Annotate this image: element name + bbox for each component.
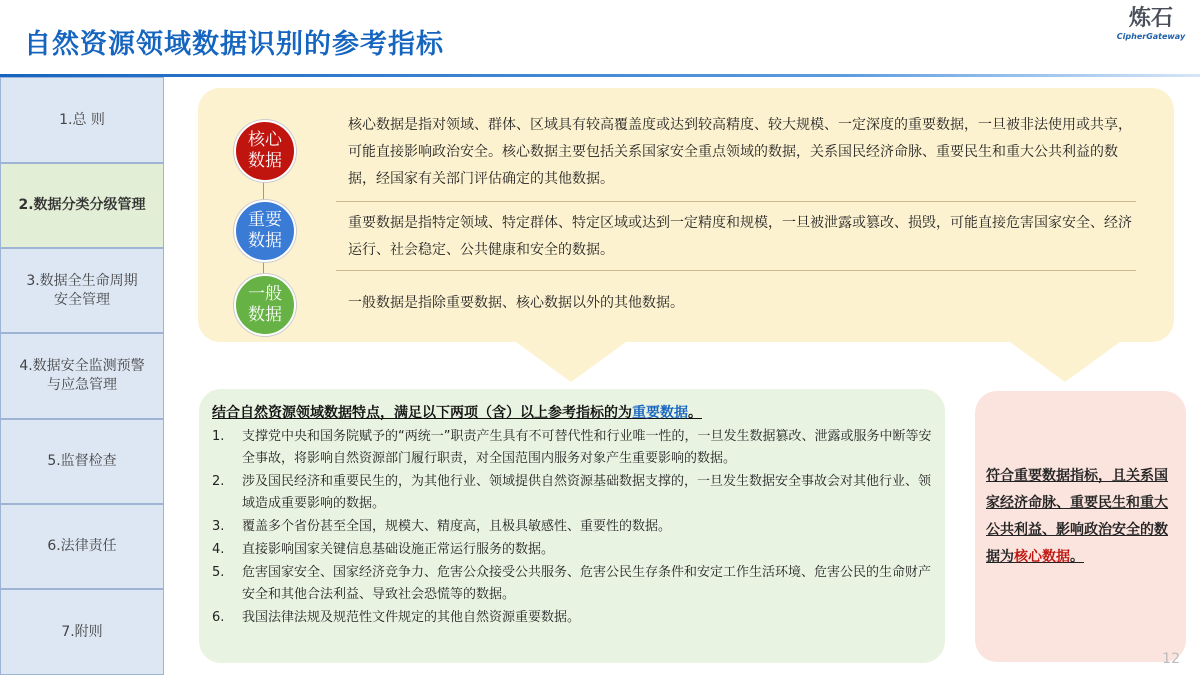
general-data-definition: 一般数据是指除重要数据、核心数据以外的其他数据。	[348, 295, 684, 311]
header-divider	[0, 74, 1200, 77]
important-data-badge: 重要 数据	[234, 200, 296, 262]
sidebar-item-appendix[interactable]: 7.附则	[0, 589, 164, 675]
core-conclusion-suffix: 。	[1070, 549, 1084, 565]
criteria-list	[212, 426, 937, 630]
list-item-text: 我国法律法规及规范性文件规定的其他自然资源重要数据。	[242, 610, 581, 625]
list-item-text: 涉及国民经济和重要民生的，为其他行业、领域提供自然资源基础数据支撑的，一旦发生数据安全事故会对其他行业、领域造成重要影响的数据。	[242, 474, 932, 511]
criteria-heading-text: 结合自然资源领域数据特点，满足以下两项（含）以上参考指标的为	[212, 405, 632, 421]
sidebar-item-classification[interactable]: 2.数据分类分级管理	[0, 163, 164, 248]
core-conclusion-text	[986, 463, 1176, 571]
sidebar-item-legal-liability[interactable]: 6.法律责任	[0, 504, 164, 589]
core-data-badge: 核心 数据	[234, 120, 296, 182]
list-item	[212, 539, 937, 561]
core-conclusion-body: 符合重要数据指标，且关系国家经济命脉、重要民生和重大公共利益、影响政治安全的数据为	[986, 468, 1168, 565]
list-item	[212, 516, 937, 538]
core-data-definition: 核心数据是指对领域、群体、区域具有较高覆盖度或达到较高精度、较大规模、一定深度的重要数据，一旦被非法使用或共享，可能直接影响政治安全。核心数据主要包括关系国家安全重点领域的数据，关系国民经济命脉、重要民生和重大公共利益的数据，经国家有关部门评估确定的其他数据。	[348, 117, 1132, 187]
list-item-number: 4.	[212, 542, 225, 557]
criteria-heading	[212, 402, 702, 422]
logo-chinese-text: 炼石	[1128, 6, 1173, 31]
logo-english-text: CipherGateway	[1116, 32, 1186, 41]
down-arrow-icon	[516, 342, 626, 382]
list-item-text: 危害国家安全、国家经济竞争力、危害公众接受公共服务、危害公民生存条件和安定工作生活环境、危害公民的生命财产安全和其他合法利益、导致社会恐慌等的数据。	[242, 565, 932, 602]
general-data-badge: 一般 数据	[234, 274, 296, 336]
sidebar-item-monitoring-response[interactable]: 4.数据安全监测预警 与应急管理	[0, 333, 164, 419]
brand-logo	[1116, 6, 1186, 41]
list-item	[212, 471, 937, 515]
core-conclusion-highlight: 核心数据	[1014, 549, 1070, 565]
sidebar-item-general-principles[interactable]: 1.总 则	[0, 77, 164, 163]
list-item	[212, 426, 937, 470]
list-item-text: 直接影响国家关键信息基础设施正常运行服务的数据。	[242, 542, 555, 557]
list-item-number: 2.	[212, 474, 225, 489]
criteria-heading-highlight: 重要数据	[632, 405, 688, 421]
criteria-heading-suffix: 。	[688, 405, 702, 421]
list-item-number: 3.	[212, 519, 225, 534]
list-item-text: 覆盖多个省份甚至全国，规模大、精度高，且极具敏感性、重要性的数据。	[242, 519, 672, 534]
sidebar-nav	[0, 77, 166, 675]
list-item-text: 支撑党中央和国务院赋予的“两统一”职责产生具有不可替代性和行业唯一性的，一旦发生数据篡改、泄露或服务中断等安全事故，将影响自然资源部门履行职责，对全国范围内服务对象产生重要影响的数据。	[242, 429, 932, 466]
list-item-number: 6.	[212, 610, 225, 625]
page-title: 自然资源领域数据识别的参考指标	[24, 29, 444, 60]
down-arrow-icon	[1010, 342, 1120, 382]
list-item-number: 5.	[212, 565, 225, 580]
sidebar-item-supervision[interactable]: 5.监督检查	[0, 419, 164, 504]
important-data-definition: 重要数据是指特定领域、特定群体、特定区域或达到一定精度和规模，一旦被泄露或篡改、损毁，可能直接危害国家安全、经济运行、社会稳定、公共健康和安全的数据。	[348, 215, 1132, 258]
page-number: 12	[1162, 651, 1180, 667]
definition-separator	[336, 270, 1136, 271]
list-item	[212, 607, 937, 629]
definition-separator	[336, 201, 1136, 202]
list-item	[212, 562, 937, 606]
sidebar-item-lifecycle-security[interactable]: 3.数据全生命周期 安全管理	[0, 248, 164, 333]
list-item-number: 1.	[212, 429, 225, 444]
